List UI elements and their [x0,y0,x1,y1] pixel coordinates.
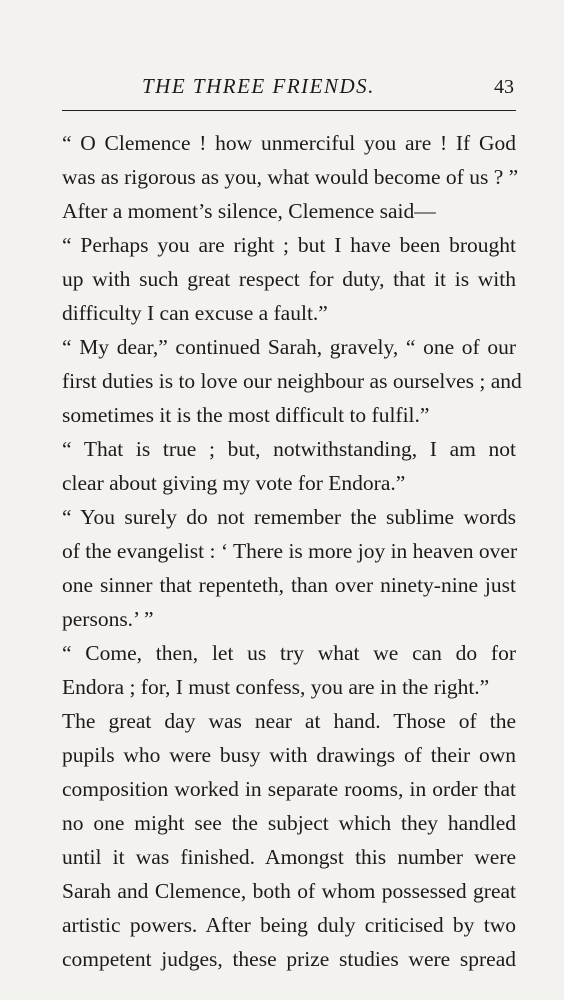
text-line: first duties is to love our neighbour as ourselves ; and [62,369,522,393]
text-line: Sarah and Clemence, both of whom possessed great [62,879,516,903]
text-line: persons.’ ” [62,607,154,631]
text-line: The great day was near at hand. Those of the [62,709,516,733]
text-line: one sinner that repenteth, than over ninety-nine just [62,573,516,597]
text-line: no one might see the subject which they handled [62,811,516,835]
page-number: 43 [494,76,514,98]
header-rule [62,110,516,111]
text-line: “ My dear,” continued Sarah, gravely, “ one of our [62,335,516,359]
text-line: “ O Clemence ! how unmerciful you are ! If God [62,131,516,155]
text-line: pupils who were busy with drawings of their own [62,743,516,767]
text-line: of the evangelist : ‘ There is more joy in heaven over [62,539,518,563]
text-line: “ Perhaps you are right ; but I have been brought [62,233,516,257]
text-line: composition worked in separate rooms, in order that [62,777,516,801]
text-line: difficulty I can excuse a fault.” [62,301,328,325]
text-line: “ That is true ; but, notwithstanding, I am not [62,437,516,461]
page-header [62,74,516,104]
text-line: competent judges, these prize studies were spread [62,947,516,971]
text-line: artistic powers. After being duly criticised by two [62,913,516,937]
text-line: Endora ; for, I must confess, you are in the right.” [62,675,490,699]
text-line: sometimes it is the most difficult to fulfil.” [62,403,430,427]
body-text [62,126,522,976]
text-line: up with such great respect for duty, that it is with [62,267,516,291]
text-line: clear about giving my vote for Endora.” [62,471,406,495]
text-line: “ Come, then, let us try what we can do for [62,641,516,665]
text-line: until it was finished. Amongst this number were [62,845,516,869]
text-line: “ You surely do not remember the sublime words [62,505,516,529]
text-line: was as rigorous as you, what would become of us ? ” [62,165,519,189]
running-title: THE THREE FRIENDS. [142,74,375,98]
text-line: After a moment’s silence, Clemence said— [62,199,436,223]
